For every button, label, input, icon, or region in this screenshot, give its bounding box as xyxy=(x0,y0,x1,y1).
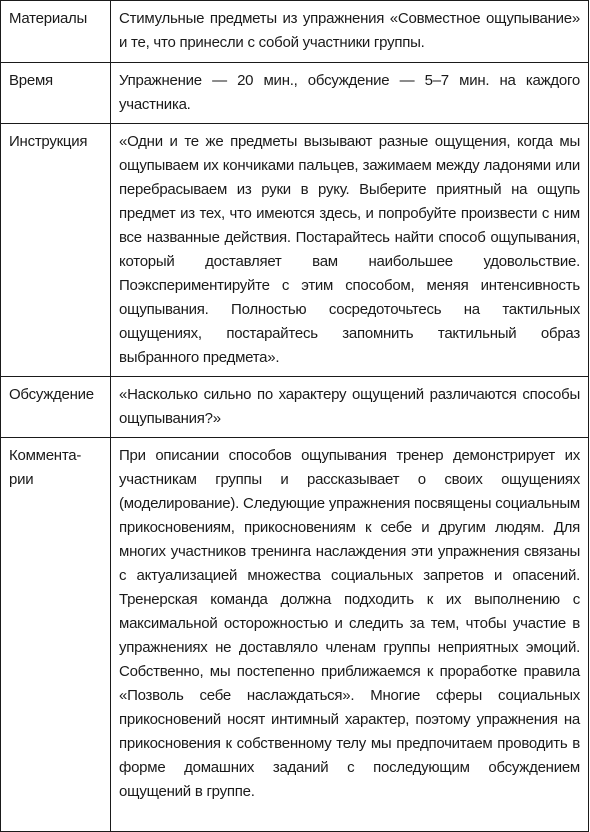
row-text-time: Упражнение — 20 мин., обсуждение — 5–7 мин. на каждого участника. xyxy=(111,63,589,124)
table-row-materials xyxy=(1,1,589,63)
row-label-comments: Коммента- рии xyxy=(1,438,111,832)
row-text-comments: При описании способов ощупывания тренер демонстрирует их участникам группы и рассказывает о своих ощущениях (моделирование). Следующие упражнения посвящены социальным прикосновениям, прикосновениям к себе и другим людям. Для многих участников тренинга наслаждения эти упражнения связаны с актуализацией множества социальных запретов и опасений. Тренерская команда должна подходить к их выполнению с максимальной осторожностью и следить за тем, чтобы участие в упражнениях не доставляло членам группы неприятных эмоций. Собственно, мы постепенно приближаемся к проработке правила «Позволь себе наслаждаться». Многие сферы социальных прикосновений носят интимный характер, поэтому упражнения на прикосновения к собственному телу мы предпочитаем проводить в форме домашних заданий с последующим обсуждением ощущений в группе. xyxy=(111,438,589,832)
row-text-discussion: «Насколько сильно по характеру ощущений различаются способы ощупывания?» xyxy=(111,377,589,438)
row-label-instruction: Инструкция xyxy=(1,124,111,377)
row-label-time: Время xyxy=(1,63,111,124)
table-row-time xyxy=(1,63,589,124)
table-row-comments xyxy=(1,438,589,832)
row-text-instruction: «Одни и те же предметы вызывают разные ощущения, когда мы ощупываем их кончиками пальцев, зажимаем между ладонями или перебрасываем из руки в руку. Выберите приятный на ощупь предмет из тех, что имеются здесь, и попробуйте произвести с ним все названные действия. Постарайтесь найти способ ощупывания, который доставляет вам наибольшее удовольствие. Поэкспериментируйте с этим способом, меняя интенсивность ощупывания. Полностью сосредоточьтесь на тактильных ощущениях, постарайтесь запомнить тактильный образ выбранного предмета». xyxy=(111,124,589,377)
row-label-discussion: Обсуждение xyxy=(1,377,111,438)
row-label-materials: Материалы xyxy=(1,1,111,63)
table-row-instruction xyxy=(1,124,589,377)
row-text-materials: Стимульные предметы из упражнения «Совместное ощупывание» и те, что принесли с собой участники группы. xyxy=(111,1,589,63)
table-row-discussion xyxy=(1,377,589,438)
